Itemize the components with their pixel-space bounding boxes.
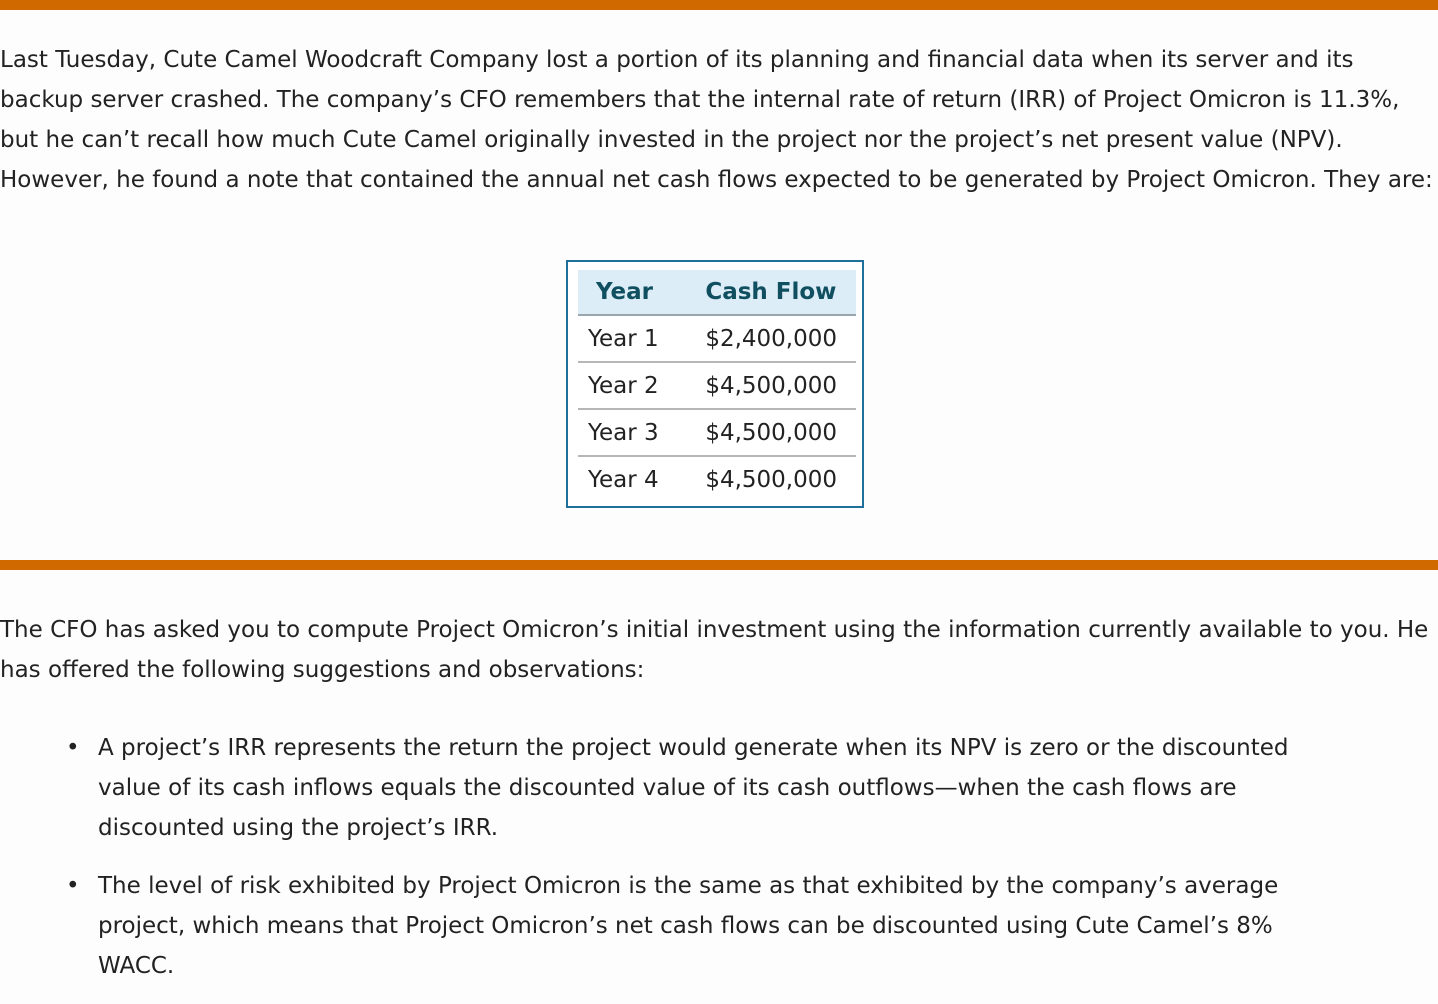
year-cell: Year 2 [578, 362, 673, 409]
cash-flow-table-box [566, 260, 864, 508]
cash-flow-cell: $2,400,000 [673, 315, 856, 362]
list-item [0, 866, 1298, 986]
list-item [0, 728, 1298, 848]
table-header-row [578, 270, 856, 315]
table-row [578, 315, 856, 362]
year-cell: Year 1 [578, 315, 673, 362]
year-cell: Year 4 [588, 466, 659, 493]
cash-flow-cell: $4,500,000 [673, 409, 856, 456]
cash-flow-cell: $4,500,000 [673, 362, 856, 409]
cash-flow-cell: $4,500,000 [705, 466, 838, 493]
table-row [578, 409, 856, 456]
year-cell: Year 3 [578, 409, 673, 456]
bullet-icon: • [66, 873, 80, 899]
bullet-icon: • [66, 735, 80, 761]
section-divider [0, 560, 1438, 570]
list-item-text: A project’s IRR represents the return the project would generate when its NPV is zero or the discounted value of its cash inflows equals the discounted value of its cash outflows—when the cash flows are discounted using the project’s IRR. [98, 735, 1289, 841]
table-row [578, 362, 856, 409]
cash-flow-table [578, 270, 856, 502]
table-row [578, 456, 856, 502]
suggestions-list [0, 728, 1438, 1004]
list-item-text: The level of risk exhibited by Project Omicron is the same as that exhibited by the company’s average project, which means that Project Omicron’s net cash flows can be discounted using Cute Camel’s 8% WACC. [98, 873, 1279, 979]
header-year: Year [578, 270, 673, 315]
top-divider [0, 0, 1438, 10]
header-cash-flow: Cash Flow [673, 270, 856, 315]
intro-paragraph: Last Tuesday, Cute Camel Woodcraft Company lost a portion of its planning and financial data when its server and its backup server crashed. The company’s CFO remembers that the internal rate of return (IRR) of Project Omicron is 11.3%, but he can’t recall how much Cute Camel originally invested in the project nor the project’s net present value (NPV). However, he found a note that contained the annual net cash flows expected to be generated by Project Omicron. They are: [0, 47, 1433, 193]
cfo-request-paragraph: The CFO has asked you to compute Project Omicron’s initial investment using the information currently available to you. He has offered the following suggestions and observations: [0, 617, 1429, 683]
